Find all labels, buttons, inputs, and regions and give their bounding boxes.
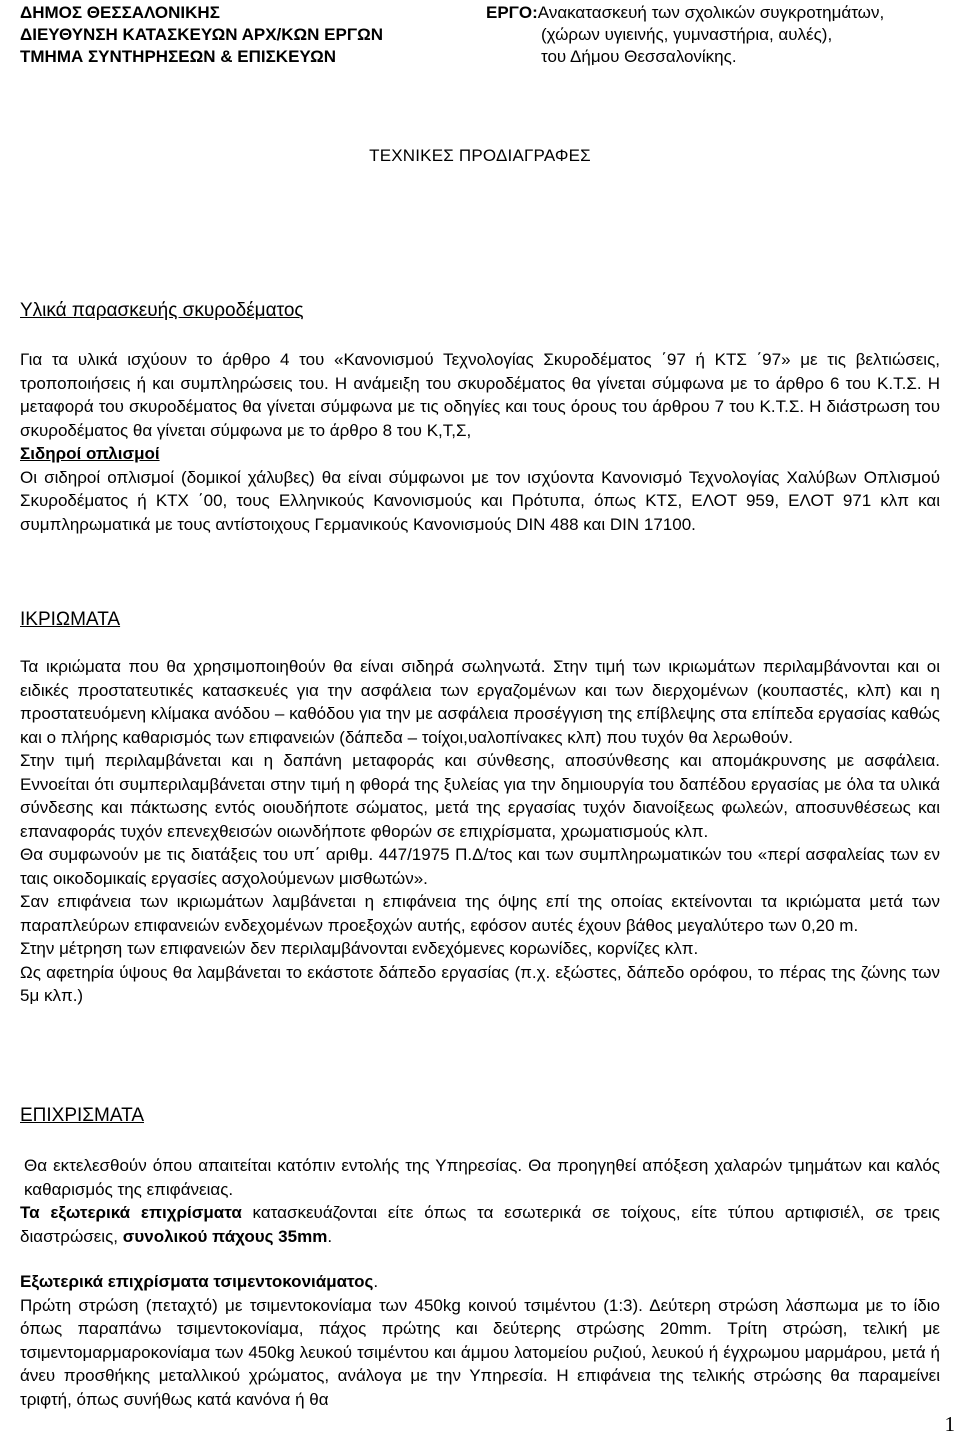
issuer-department: ΤΜΗΜΑ ΣΥΝΤΗΡΗΣΕΩΝ & ΕΠΙΣΚΕΥΩΝ: [20, 47, 337, 66]
section-body-plastering: [20, 1154, 940, 1248]
paragraph: Τα ικριώματα που θα χρησιμοποιηθούν θα είναι σιδηρά σωληνωτά. Στην τιμή των ικριωμάτων περιλαμβάνονται και οι ειδικές προστατευτικές κατασκευές για την ασφάλεια των εργαζομένων και των διερχομένων (κουπαστές, κλπ) και η προστατευόμενη κλίμακα ανόδου – καθόδου για την με ασφάλεια προσέγγιση της επίβλεψης στα επίπεδα εργασίας καθώς και ο πλήρης καθαρισμός των επιφανειών (δάπεδα – τοίχοι,υαλοπίνακες κλπ) που τυχόν θα λερωθούν.: [20, 657, 940, 747]
text-run: .: [373, 1272, 379, 1291]
subheading-cement-plaster: [20, 1270, 940, 1294]
paragraph: Θα εκτελεσθούν όπου απαιτείται κατόπιν εντολής της Υπηρεσίας. Θα προηγηθεί απόξεση χαλαρών τμημάτων και καλός καθαρισμός της επιφάνειας.: [24, 1156, 940, 1199]
project-line-2: (χώρων υγιεινής, γυμναστήρια, αυλές),: [541, 25, 833, 44]
paragraph: Σαν επιφάνεια των ικριωμάτων λαμβάνεται η επιφάνεια της όψης επί της οποίας εκτείνονται τα ικριώματα μετά των παραπλεύρων επιφανειών ενδεχομένων προεξοχών αυτής, εφόσον αυτές έχουν βάθος μεγαλύτερο των 0,20 m.: [20, 892, 940, 935]
paragraph: Στην τιμή περιλαμβάνεται και η δαπάνη μεταφοράς και σύνθεσης, αποσύνθεσης και απομάκρυνσης με ασφάλεια. Εννοείται ότι συμπεριλαμβάνεται στην τιμή η φθορά της ξυλείας για την δημιουργία του δαπέδου εργασίας με όλα τα υλικά σύνδεσης και πάκτωσης εντός οιουδήποτε σώματος, μετά της εργασίας τυχόν διανοίξεως φωλεών, αποσυνθέσεως και επαναφοράς τυχόν επενεχθεισών οιωνδήποτε φθορών σε επιχρίσματα, χρωματισμούς κλπ.: [20, 751, 940, 841]
section-title-plastering: ΕΠΙΧΡΙΣΜΑΤΑ: [20, 1105, 145, 1126]
section-title-scaffolding: ΙΚΡΙΩΜΑΤΑ: [20, 609, 121, 630]
project-label: ΕΡΓΟ:: [486, 3, 538, 22]
paragraph: Πρώτη στρώση (πεταχτό) με τσιμεντοκονίαμα των 450kg κοινού τσιμέντου (1:3). Δεύτερη στρώση λάσπωμα με το ίδιο όπως παραπάνω τσιμεντοκονίαμα, πάχος πρώτης και δεύτερης στρώσης 20mm. Τρίτη στρώση, τελική με τσιμεντομαρμαροκονίαμα των 450kg λευκού τσιμέντου και άμμου λατομείου ρυζιού, λευκού ή έγχρωμου μαρμάρου, μετά ή άνευ προσθήκης μεταλλικού χρώματος, ανάλογα με την Υπηρεσία. Η επιφάνεια της τελικής στρώσης θα παραμείνει τριφτή, όπως συνήθως κατά κανόνα ή θα: [20, 1295, 940, 1409]
issuer-block: [20, 2, 480, 68]
paragraph: Ως αφετηρία ύψους θα λαμβάνεται το εκάστοτε δάπεδο εργασίας (π.χ. εξώστες, δάπεδο ορόφου, το πέρας της ζώνης των 5μ κλπ.): [20, 962, 940, 1005]
text-run: κατασκευάζονται είτε όπως τα εσωτερικά σε τοίχους, είτε τύπου αρτιφισιέλ, σε τρεις διαστρώσεις,: [20, 1203, 941, 1246]
section-body-concrete: [20, 348, 940, 536]
bold-term: Εξωτερικά επιχρίσματα τσιμεντοκονιάματος: [20, 1272, 374, 1291]
project-block: [486, 2, 946, 68]
section-title-concrete-materials: Υλικά παρασκευής σκυροδέματος: [20, 300, 304, 321]
paragraph: Οι σιδηροί οπλισμοί (δομικοί χάλυβες) θα είναι σύμφωνοι με τον ισχύοντα Κανονισμό Τεχνολογίας Χαλύβων Οπλισμού Σκυροδέματος ή ΚΤΧ ΄00, τους Ελληνικούς Κανονισμούς και Πρότυπα, όπως ΚΤΣ, ΕΛΟΤ 959, ΕΛΟΤ 971 κλπ και συμπληρωματικά με τους αντίστοιχους Γερμανικούς Κανονισμούς DIN 488 και DIN 17100.: [20, 467, 940, 534]
subheading-steel-reinforcement: Σιδηροί οπλισμοί: [20, 444, 160, 463]
issuer-municipality: ΔΗΜΟΣ ΘΕΣΣΑΛΟΝΙΚΗΣ: [20, 3, 220, 22]
paragraph: Για τα υλικά ισχύουν το άρθρο 4 του «Κανονισμού Τεχνολογίας Σκυροδέματος ΄97 ή ΚΤΣ ΄97» με τις βελτιώσεις, τροποποιήσεις ή και συμπληρώσεις του. Η ανάμειξη του σκυροδέματος θα γίνεται σύμφωνα με το άρθρο 6 του Κ.Τ.Σ. Η μεταφορά του σκυροδέματος θα γίνεται σύμφωνα με τις οδηγίες και τους όρους του άρθρου 7 του Κ.Τ.Σ. Η διάστρωση του σκυροδέματος θα γίνεται σύμφωνα με το άρθρο 8 του Κ,Τ,Σ,: [20, 350, 940, 440]
section-body-scaffolding: [20, 655, 940, 1008]
bold-term: Τα εξωτερικά επιχρίσματα: [20, 1203, 242, 1222]
paragraph-external-plaster: [20, 1201, 940, 1248]
issuer-directorate: ΔΙΕΥΘΥΝΣΗ ΚΑΤΑΣΚΕΥΩΝ ΑΡΧ/ΚΩΝ ΕΡΓΩΝ: [20, 25, 383, 44]
paragraph: Θα συμφωνούν με τις διατάξεις του υπ΄ αριθμ. 447/1975 Π.Δ/τος και των συμπληρωματικών του «περί ασφαλείας των εν ταις οικοδομικαίς εργασίες ασχολούμενων μισθωτών».: [20, 845, 940, 888]
project-line-1: Ανακατασκευή των σχολικών συγκροτημάτων,: [537, 3, 885, 22]
project-line-3: του Δήμου Θεσσαλονίκης.: [541, 47, 737, 66]
paragraph: Στην μέτρηση των επιφανειών δεν περιλαμβάνονται ενδεχόμενες κορωνίδες, κορνίζες κλπ.: [20, 939, 699, 958]
section-body-cement-plaster: [20, 1270, 940, 1411]
bold-term: συνολικού πάχους 35mm: [122, 1226, 328, 1246]
document-title: ΤΕΧΝΙΚΕΣ ΠΡΟΔΙΑΓΡΑΦΕΣ: [369, 146, 591, 165]
page-number: 1: [944, 1412, 955, 1436]
text-run: .: [327, 1226, 333, 1246]
